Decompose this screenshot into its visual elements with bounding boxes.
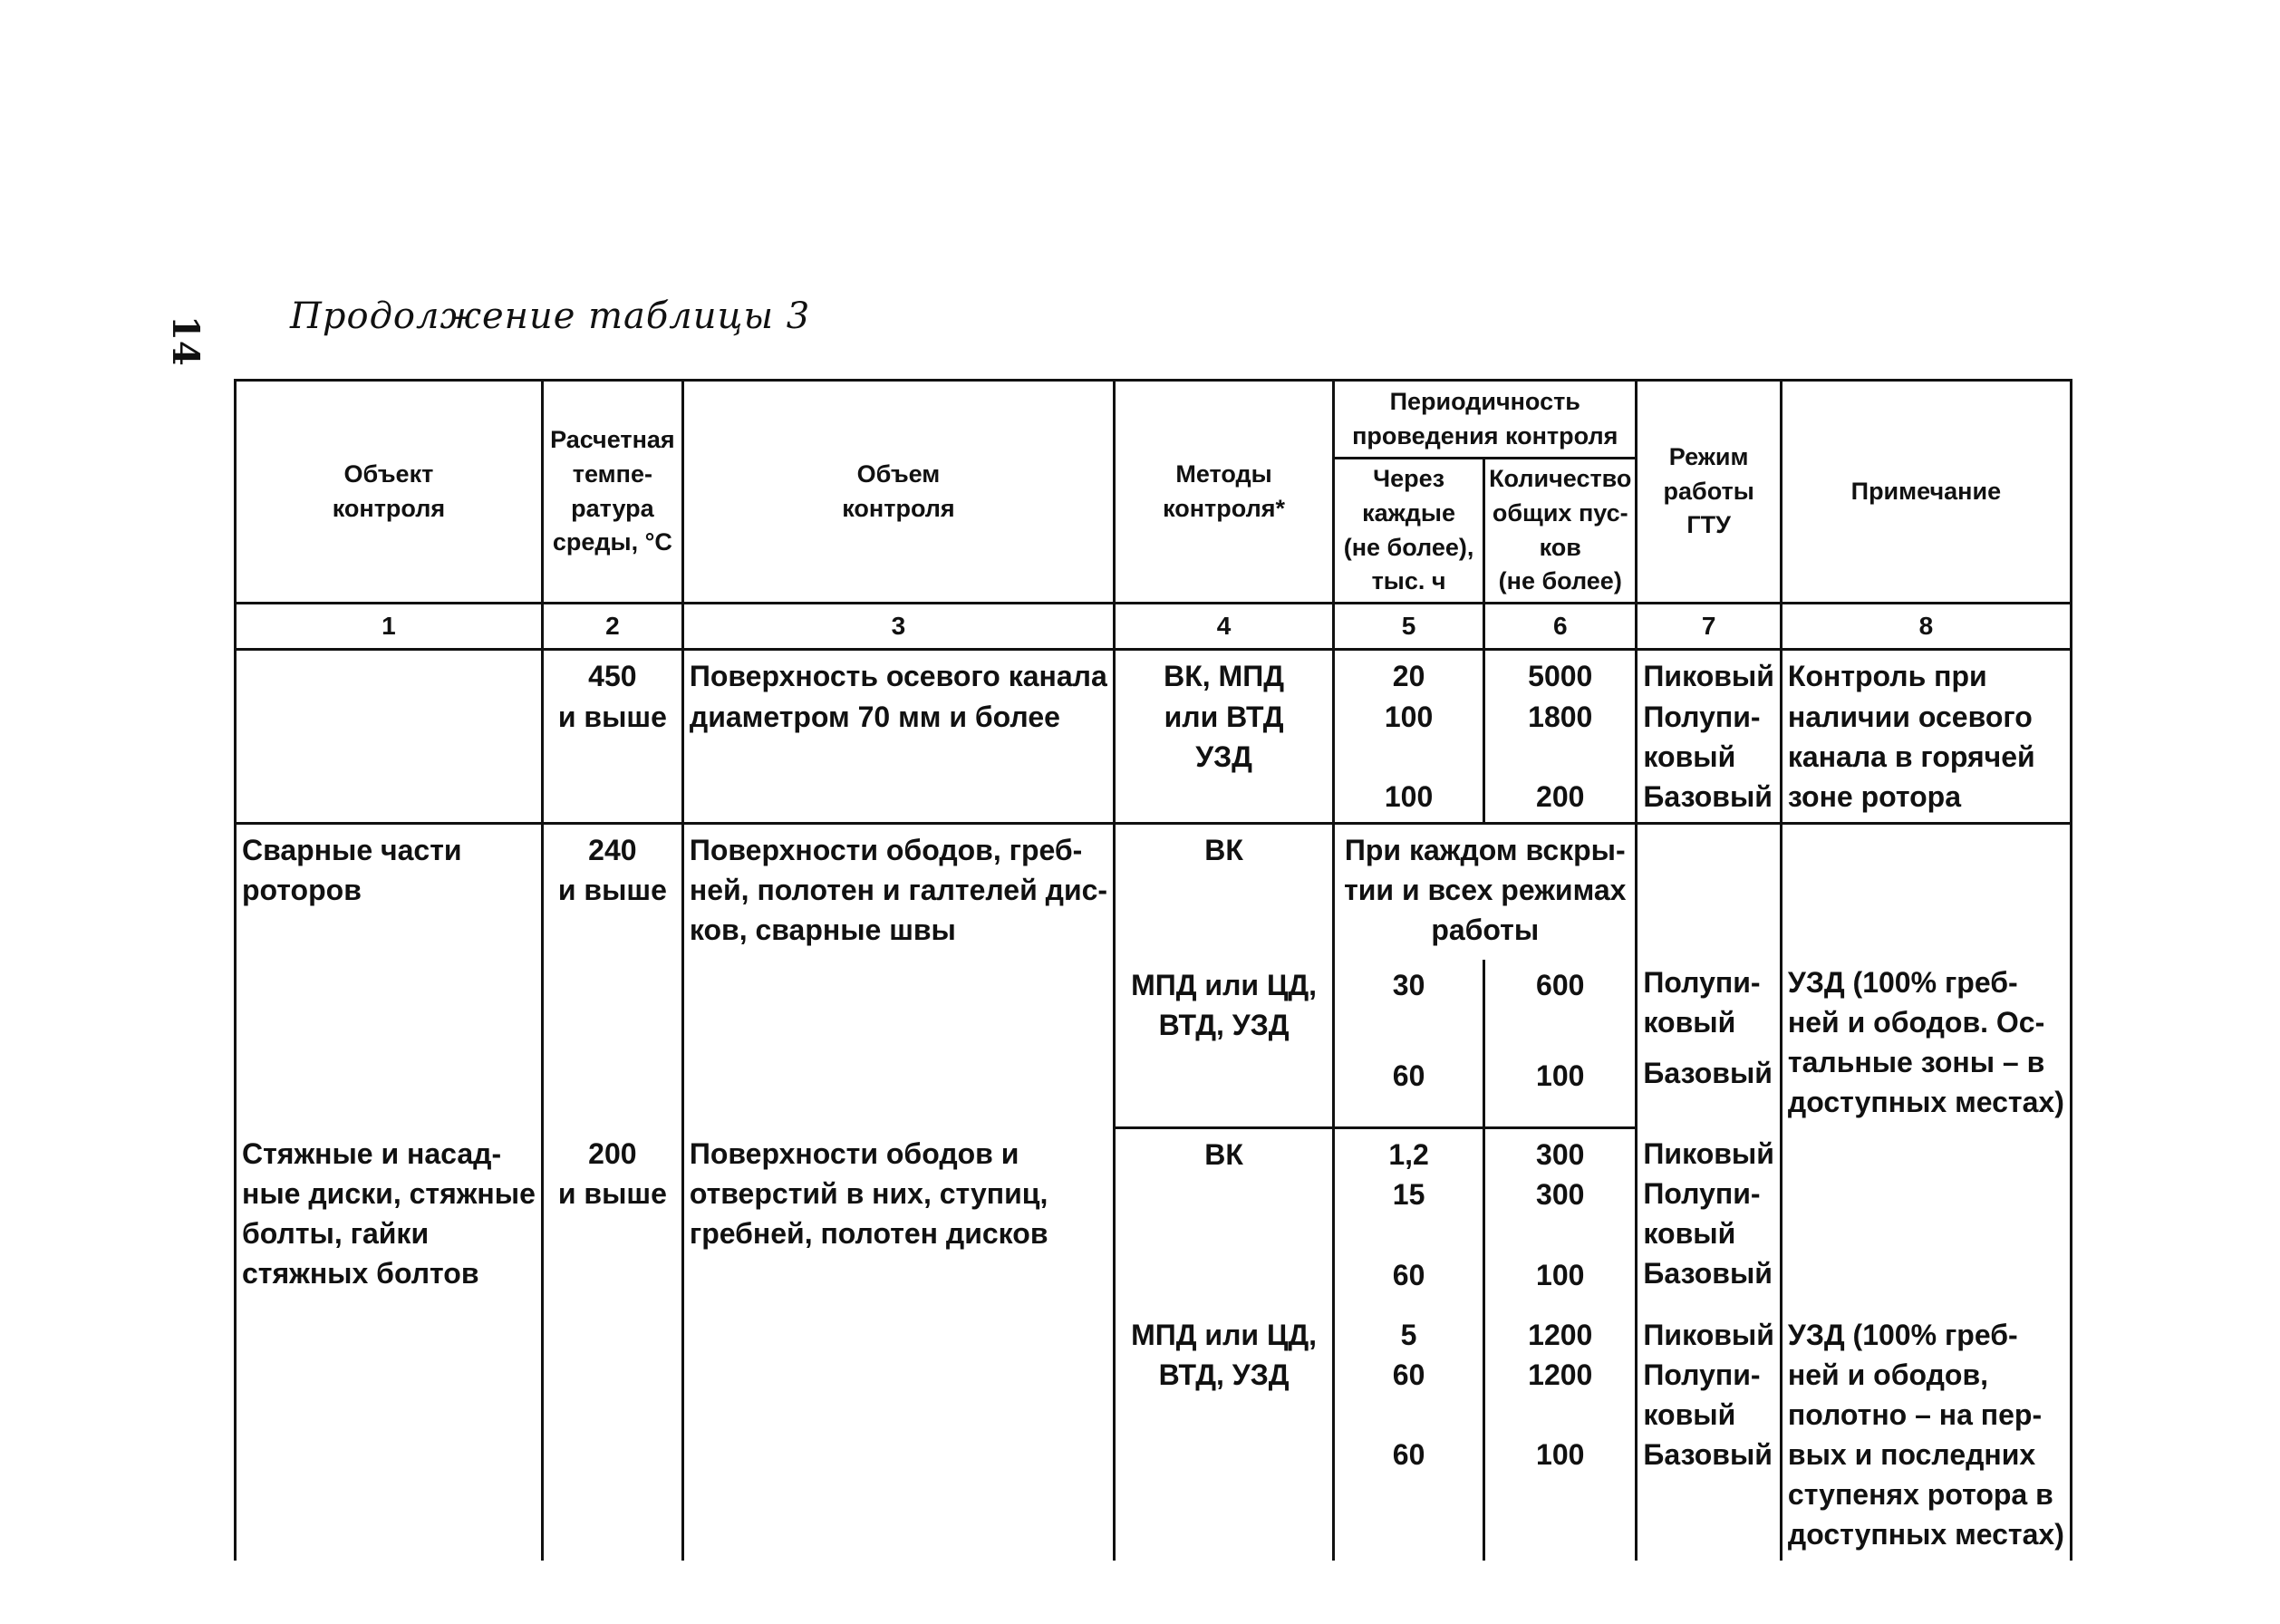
table-row xyxy=(236,650,2072,824)
cell-methods: МПД или ЦД, ВТД, УЗД xyxy=(1115,1310,1334,1561)
table-caption: Продолжение таблицы 3 xyxy=(290,295,811,337)
cell-note: УЗД (100% греб- ней и ободов, полотно – на пер- вых и последних ступенях ротора в доступных местах) xyxy=(1781,1310,2071,1561)
cell-mode: Полупи- ковый Базовый xyxy=(1637,824,1781,1128)
cell-note: Контроль при наличии осевого канала в горячей зоне ротора xyxy=(1781,650,2071,824)
cell-starts: 300 300 100 xyxy=(1484,1128,1637,1310)
cell-mode: Пиковый Полупи- ковый Базовый xyxy=(1637,1310,1781,1561)
column-number: 5 xyxy=(1334,604,1484,650)
header-note: Примечание xyxy=(1781,381,2071,604)
cell-every: 5 60 60 xyxy=(1334,1310,1484,1561)
header-scope: Объем контроля xyxy=(682,381,1114,604)
cell-mode: Пиковый Полупи- ковый Базовый xyxy=(1637,650,1781,824)
column-number: 8 xyxy=(1781,604,2071,650)
header-temperature: Расчетная темпе- ратура среды, °С xyxy=(542,381,682,604)
cell-periodicity-merged: При каждом вскры- тии и всех режимах работы xyxy=(1334,824,1637,961)
header-mode: Режим работы ГТУ xyxy=(1637,381,1781,604)
cell-starts: 1200 1200 100 xyxy=(1484,1310,1637,1561)
cell-every: 30 60 xyxy=(1334,960,1484,1128)
cell-temperature: 240 и выше xyxy=(542,824,682,1128)
cell-scope: Поверхности ободов, греб- ней, полотен и галтелей дис- ков, сварные швы xyxy=(682,824,1114,1128)
column-number: 7 xyxy=(1637,604,1781,650)
column-numbers-row xyxy=(236,604,2072,650)
header-methods: Методы контроля* xyxy=(1115,381,1334,604)
header-object: Объект контроля xyxy=(236,381,543,604)
column-number: 1 xyxy=(236,604,543,650)
cell-methods: ВК xyxy=(1115,1128,1334,1310)
cell-methods: ВК, МПД или ВТД УЗД xyxy=(1115,650,1334,824)
cell-methods: ВК xyxy=(1115,824,1334,961)
control-table xyxy=(234,379,2072,1561)
header-every: Через каждые (не более), тыс. ч xyxy=(1334,459,1484,604)
cell-starts: 600 100 xyxy=(1484,960,1637,1128)
cell-object: Сварные части роторов xyxy=(236,824,543,1128)
page-number: 14 xyxy=(164,315,207,366)
cell-mode: Пиковый Полупи- ковый Базовый xyxy=(1637,1128,1781,1310)
cell-note: УЗД (100% греб- ней и ободов. Ос- тальные зоны – в доступных местах) xyxy=(1781,824,2071,1128)
cell-scope: Поверхности ободов и отверстий в них, ступиц, гребней, полотен дисков xyxy=(682,1128,1114,1561)
cell-object xyxy=(236,650,543,824)
cell-scope: Поверхность осевого канала диаметром 70 мм и более xyxy=(682,650,1114,824)
header-periodicity: Периодичность проведения контроля xyxy=(1334,381,1637,459)
column-number: 4 xyxy=(1115,604,1334,650)
table-row xyxy=(236,1128,2072,1310)
cell-every: 20 100 100 xyxy=(1334,650,1484,824)
column-number: 3 xyxy=(682,604,1114,650)
column-number: 2 xyxy=(542,604,682,650)
cell-note xyxy=(1781,1128,2071,1310)
header-starts: Количество общих пус- ков (не более) xyxy=(1484,459,1637,604)
cell-starts: 5000 1800 200 xyxy=(1484,650,1637,824)
cell-temperature: 200 и выше xyxy=(542,1128,682,1561)
cell-every: 1,2 15 60 xyxy=(1334,1128,1484,1310)
cell-object: Стяжные и насад- ные диски, стяжные болты, гайки стяжных болтов xyxy=(236,1128,543,1561)
table-row xyxy=(236,824,2072,961)
cell-methods: МПД или ЦД, ВТД, УЗД xyxy=(1115,960,1334,1128)
cell-temperature: 450 и выше xyxy=(542,650,682,824)
column-number: 6 xyxy=(1484,604,1637,650)
